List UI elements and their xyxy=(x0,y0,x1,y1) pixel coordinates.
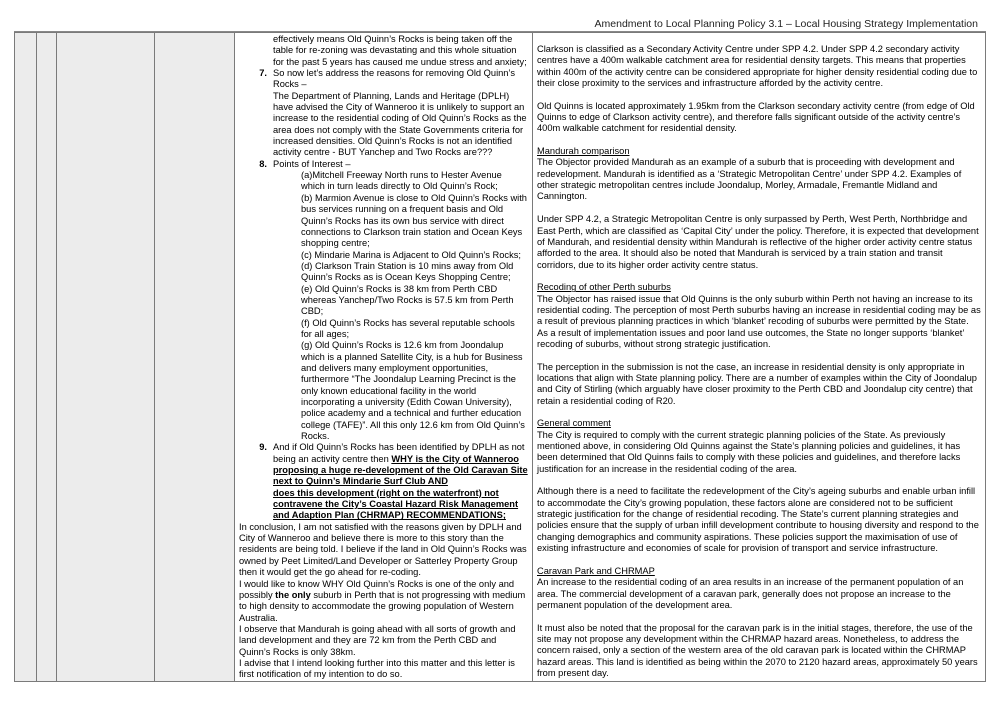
response-paragraph-3: The Objector provided Mandurah as an example of a suburb that is proceeding with development and redevelopment. Mandurah is identified as a ‘Strategic Metropolitan Centre’ under SPP 4.2. Examples of other strategic metropolitan centres include Joondalup, Morley, Armadale, Fremantle Midland and Cannington. xyxy=(537,157,962,202)
item-body: The Department of Planning, Lands and Heritage (DPLH) have advised the City of Wanneroo it is unlikely to support an increase to the residential coding of Old Quinn’s Rocks as the area does not comply with the State Governments criteria for increased densities. Old Quinn’s Rocks is not an identified activity centre - BUT Yanchep and Two Rocks are??? xyxy=(273,90,527,158)
conclusion-paragraph: In conclusion, I am not satisfied with the reasons given by DPLH and City of Wanneroo and believe there is more to this story than the residents are being told. I believe if the land in Old Quinn’s Rocks was owned by Peet Limited/Land Developer or Satterley Property Group then it would get the go ahead for re-coding. xyxy=(239,521,527,578)
item-lead: So now let’s address the reasons for removing Old Quinn’s Rocks – xyxy=(273,68,516,90)
response-paragraph-1: Clarkson is classified as a Secondary Activity Centre under SPP 4.2. Under SPP 4.2 secondary activity centres have a 400m walkable catchment area for residential density targets. This means that properties within 400m of the activity centre can be considered appropriate for higher density residential coding due to their close proximity to the services and infrastructure afforded by the activity centre. xyxy=(537,44,978,89)
response-paragraph-2: Old Quinns is located approximately 1.95km from the Clarkson secondary activity centre (from edge of Old Quinns to edge of Clarkson activity centre), and therefore falls significant outside of the activity centre’s 400m walkable catchment for residential density. xyxy=(537,100,975,134)
response-cell xyxy=(533,33,986,682)
response-paragraph-9: An increase to the residential coding of an area results in an increase of the permanent population of an area. The commercial development of a caravan park, generally does not propose an increase to the permanent population of the development area. xyxy=(537,577,964,610)
page-header: Amendment to Local Planning Policy 3.1 – Local Housing Strategy Implementation xyxy=(594,18,978,30)
point-b: (b) Marmion Avenue is close to Old Quinn’s Rocks with bus services running on a frequent basis and Old Quinn’s Rocks has its own bus service with direct connections to Clarkson train station and Ocean Keys shopping centre; xyxy=(301,192,527,249)
response-paragraph-4: Under SPP 4.2, a Strategic Metropolitan Centre is only surpassed by Perth, West Perth, Northbridge and East Perth, which are classified as ‘Capital City’ under the policy. Therefore, it is expected that development of Mandurah, and residential density within Mandurah is reflective of the higher order activity centre status afforded to the area. It should also be noted that Mandurah is serviced by a train station and transit corridors, due to its higher order activity centre status. xyxy=(537,214,979,270)
response-paragraph-6: The perception in the submission is not the case, an increase in residential density is only appropriate in locations that align with State planning policy. There are a number of examples within the City of Joondalup and City of Stirling (which arguably have closer proximity to the Perth CBD and Joondalup city centre) that retain a residential coding of R20. xyxy=(537,361,977,406)
numbered-item-8 xyxy=(239,159,528,170)
point-g: (g) Old Quinn’s Rocks is 12.6 km from Joondalup which is a planned Satellite City, is a hub for Business and delivers many employment opportunities, furthermore “The Joondalup Learning Precinct is the only known educational facility in the world incorporating a university (Edith Cowan University), police academy and a technical and further education college (TAFE)”. All this only 12.6 km from Old Quinn’s Rocks. xyxy=(301,340,525,442)
point-f: (f) Old Quinn’s Rocks has several reputable schools for all ages; xyxy=(301,317,515,339)
response-paragraph-10: It must also be noted that the proposal for the caravan park is in the initial stages, therefore, the use of the site may not propose any development within the CHRMAP hazard areas. Nonetheless, to address the concern raised, only a section of the western area of the old caravan park is located within the CHRMAP hazard areas. This land is identified as being within the 2070 to 2120 hazard areas, approximately 50 years from present day. xyxy=(537,622,978,678)
heading-caravan-park: Caravan Park and CHRMAP xyxy=(537,565,655,576)
heading-mandurah-comparison: Mandurah comparison xyxy=(537,146,630,157)
mandurah-paragraph: I observe that Mandurah is going ahead with all sorts of growth and land development and they are 72 km from the Perth CBD and Quinn’s Rocks is only 38km. xyxy=(239,623,516,657)
heading-recoding: Recoding of other Perth suburbs xyxy=(537,282,671,293)
item-number: 9. xyxy=(259,442,267,453)
emphasis-only: the only xyxy=(275,589,311,600)
shaded-column-1 xyxy=(15,33,37,682)
submission-table xyxy=(14,32,986,682)
continued-text: effectively means Old Quinn’s Rocks is being taken off the table for re-zoning was devastating and this whole situation for the past 5 years has caused me undue stress and anxiety; xyxy=(273,34,527,67)
emphasis-chrmap: does this development (right on the waterfront) not contravene the City’s Coastal Hazard Risk Management and Adaption Plan (CHRMAP) RECOMMENDATIONS; xyxy=(273,487,519,521)
shaded-column-2 xyxy=(37,33,57,682)
shaded-column-3 xyxy=(57,33,155,682)
advise-paragraph: I advise that I intend looking further into this matter and this letter is first notification of my intention to do so. xyxy=(239,657,515,680)
shaded-column-4 xyxy=(155,33,235,682)
response-paragraph-8: Although there is a need to facilitate the redevelopment of the City’s ageing suburbs and enable urban infill to accommodate the City’s growing population, these factors alone are considered not to be sufficient strategic justification for the change of residential recoding. The State’s current planning strategies and policies ensure that the supply of urban infill development contribute to housing diversity and respond to the changing demographics and community aspirations. These policies support the maximisation of use of existing infrastructure and economies of scale for provision of transport and service infrastructure. xyxy=(537,486,979,554)
point-a: (a)Mitchell Freeway North runs to Hester Avenue which in turn leads directly to Old Quinn’s Rock; xyxy=(301,170,502,192)
item-lead: Points of Interest – xyxy=(273,158,351,169)
response-paragraph-5: The Objector has raised issue that Old Quinns is the only suburb within Perth not having an increase to its residential coding. The perception of most Perth suburbs having an increase in residential coding may be as a result of previous planning practices in which ‘blanket’ recoding of suburbs were permitted by the State. As a result of implementation issues and poor land use outcomes, the State no longer supports ‘blanket’ recoding of suburbs, without strong strategic justification. xyxy=(537,293,981,349)
numbered-item-9 xyxy=(239,442,528,521)
item-number: 8. xyxy=(259,158,267,169)
emphasis-question: WHY is the City of Wanneroo proposing a huge re-development of the Old Caravan Site next to Quinn’s Mindarie Surf Club AND xyxy=(273,453,528,487)
heading-general-comment: General comment xyxy=(537,418,611,429)
numbered-item-7 xyxy=(239,68,528,159)
response-paragraph-7: The City is required to comply with the current strategic planning policies of the State. As previously mentioned above, in considering Old Quinns against the State’s planning policies and guidelines, it has been determined that Old Quinns fails to comply with these policies and guidelines, and therefore lacks justification for an increase in the residential coding of the area. xyxy=(537,429,961,474)
item-number: 7. xyxy=(259,68,267,79)
item-lead: And if Old Quinn’s Rocks has been identified by DPLH as not being an activity centre then xyxy=(273,442,525,464)
point-d: (d) Clarkson Train Station is 10 mins away from Old Quinn’s Rocks as is Ocean Keys Shopping Centre; xyxy=(301,260,514,283)
submission-cell xyxy=(235,33,533,682)
point-e: (e) Old Quinn’s Rocks is 38 km from Perth CBD whereas Yanchep/Two Rocks is 57.5 km from Perth CBD; xyxy=(301,283,514,317)
why-paragraph: I would like to know WHY Old Quinn’s Rocks is one of the only and possibly the only suburb in Perth that is not progressing with medium to high density to accommodate the growing population of Western Australia. xyxy=(239,578,526,623)
point-c: (c) Mindarie Marina is Adjacent to Old Quinn’s Rocks; xyxy=(301,249,521,260)
